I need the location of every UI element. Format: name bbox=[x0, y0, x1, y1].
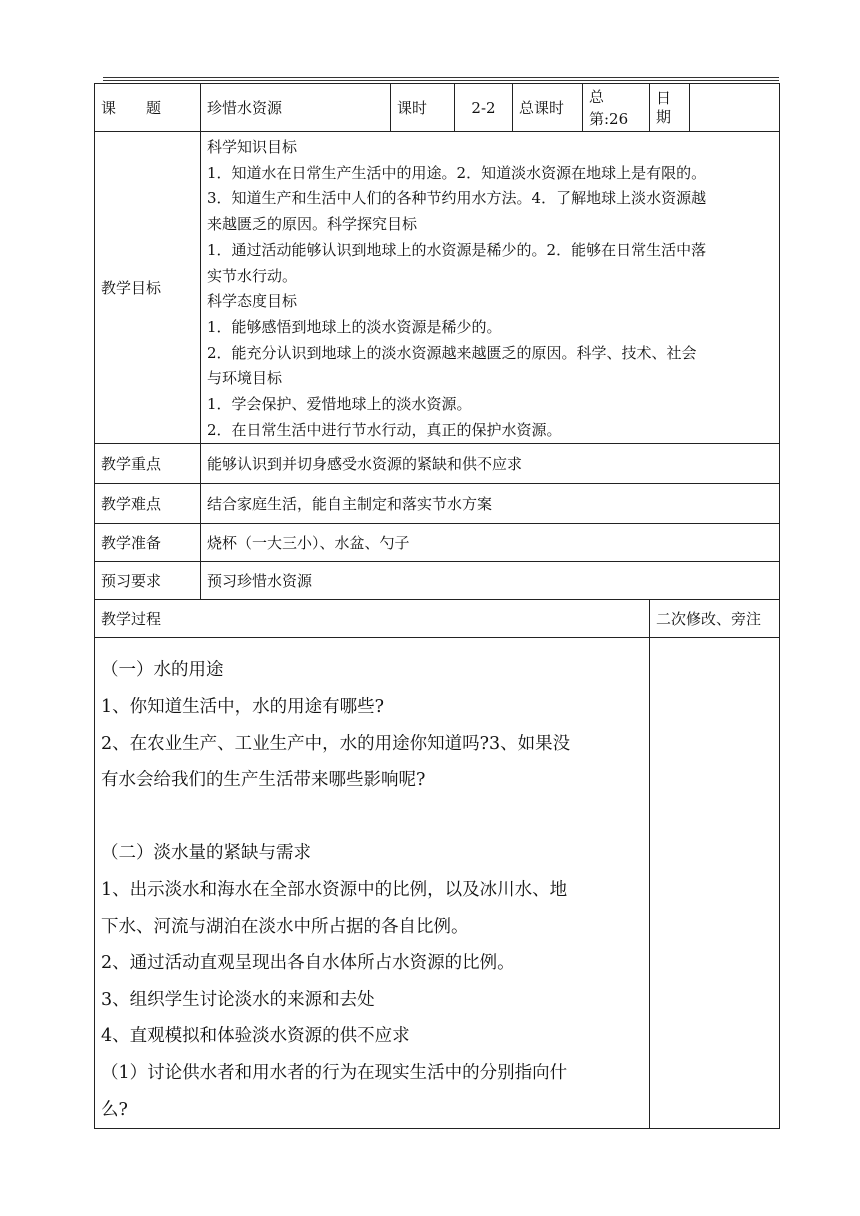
objective-line: 2．能充分认识到地球上的淡水资源越来越匮乏的原因。科学、技术、社会 bbox=[207, 343, 697, 362]
objective-line: 科学态度目标 bbox=[207, 292, 298, 311]
key-points-value: 能够认识到并切身感受水资源的紧缺和供不应求 bbox=[201, 444, 780, 484]
date-value bbox=[690, 84, 780, 132]
preview-value: 预习珍惜水资源 bbox=[201, 562, 780, 600]
header-rule-top bbox=[103, 77, 779, 78]
process-line: 4、直观模拟和体验淡水资源的供不应求 bbox=[101, 1026, 410, 1047]
process-line: 有水会给我们的生产生活带来哪些影响呢? bbox=[101, 770, 426, 791]
process-label: 教学过程 bbox=[95, 600, 650, 638]
key-points-label: 教学重点 bbox=[95, 444, 201, 484]
key-points-row bbox=[95, 444, 780, 484]
total-hours-value: 总第:26 bbox=[583, 84, 650, 132]
process-line: （二）淡水量的紧缺与需求 bbox=[101, 843, 311, 864]
objectives-label: 教学目标 bbox=[95, 132, 201, 444]
preparation-row bbox=[95, 524, 780, 562]
objective-line: 1．学会保护、爱惜地球上的淡水资源。 bbox=[207, 395, 472, 414]
objectives-content bbox=[201, 132, 780, 444]
notes-content bbox=[650, 638, 780, 1129]
preview-label: 预习要求 bbox=[95, 562, 201, 600]
difficulties-label: 教学难点 bbox=[95, 484, 201, 524]
header-row bbox=[95, 84, 780, 132]
process-header-row bbox=[95, 600, 780, 638]
process-line: （一）水的用途 bbox=[101, 660, 224, 681]
header-rule-bottom bbox=[103, 80, 779, 81]
objectives-row bbox=[95, 132, 780, 444]
subject-label: 课 题 bbox=[95, 84, 201, 132]
process-line bbox=[101, 799, 643, 836]
process-body-row bbox=[95, 638, 780, 1129]
total-hours-label: 总课时 bbox=[513, 84, 583, 132]
process-line: 2、通过活动直观呈现出各自水体所占水资源的比例。 bbox=[101, 953, 515, 974]
process-line: 1、你知道生活中，水的用途有哪些? bbox=[101, 697, 385, 718]
difficulties-value: 结合家庭生活，能自主制定和落实节水方案 bbox=[201, 484, 780, 524]
objective-line: 来越匮乏的原因。科学探究目标 bbox=[207, 215, 418, 234]
notes-label: 二次修改、旁注 bbox=[650, 600, 780, 638]
objective-line: 与环境目标 bbox=[207, 369, 283, 388]
process-line: 1、出示淡水和海水在全部水资源中的比例，以及冰川水、地 bbox=[101, 880, 568, 900]
preparation-label: 教学准备 bbox=[95, 524, 201, 562]
subject-value: 珍惜水资源 bbox=[201, 84, 391, 132]
process-content bbox=[95, 638, 650, 1129]
process-line: 么? bbox=[101, 1099, 128, 1120]
hours-label: 课时 bbox=[391, 84, 455, 132]
lesson-plan-table bbox=[94, 83, 780, 1129]
objective-line: 1．通过活动能够认识到地球上的水资源是稀少的。2．能够在日常生活中落 bbox=[207, 240, 707, 259]
objective-line: 科学知识目标 bbox=[207, 138, 298, 156]
objective-line: 2．在日常生活中进行节水行动，真正的保护水资源。 bbox=[207, 420, 562, 439]
process-line: 3、组织学生讨论淡水的来源和去处 bbox=[101, 989, 375, 1010]
objective-line: 实节水行动。 bbox=[207, 266, 298, 285]
hours-value: 2-2 bbox=[455, 84, 513, 132]
process-line: 2、在农业生产、工业生产中，水的用途你知道吗?3、如果没 bbox=[101, 733, 571, 754]
date-label bbox=[650, 84, 690, 132]
preparation-value: 烧杯（一大三小）、水盆、勺子 bbox=[201, 524, 780, 562]
preview-row bbox=[95, 562, 780, 600]
date-label-line1: 日 bbox=[656, 88, 672, 107]
objective-line: 1．知道水在日常生产生活中的用途。2．知道淡水资源在地球上是有限的。 bbox=[207, 163, 707, 182]
process-line: （1）讨论供水者和用水者的行为在现实生活中的分别指向什 bbox=[101, 1062, 568, 1083]
objective-line: 1．能够感悟到地球上的淡水资源是稀少的。 bbox=[207, 317, 502, 336]
difficulties-row bbox=[95, 484, 780, 524]
process-line: 下水、河流与湖泊在淡水中所占据的各自比例。 bbox=[101, 916, 469, 937]
date-label-line2: 期 bbox=[656, 107, 672, 126]
objective-line: 3．知道生产和生活中人们的各种节约用水方法。4．了解地球上淡水资源越 bbox=[207, 189, 707, 208]
